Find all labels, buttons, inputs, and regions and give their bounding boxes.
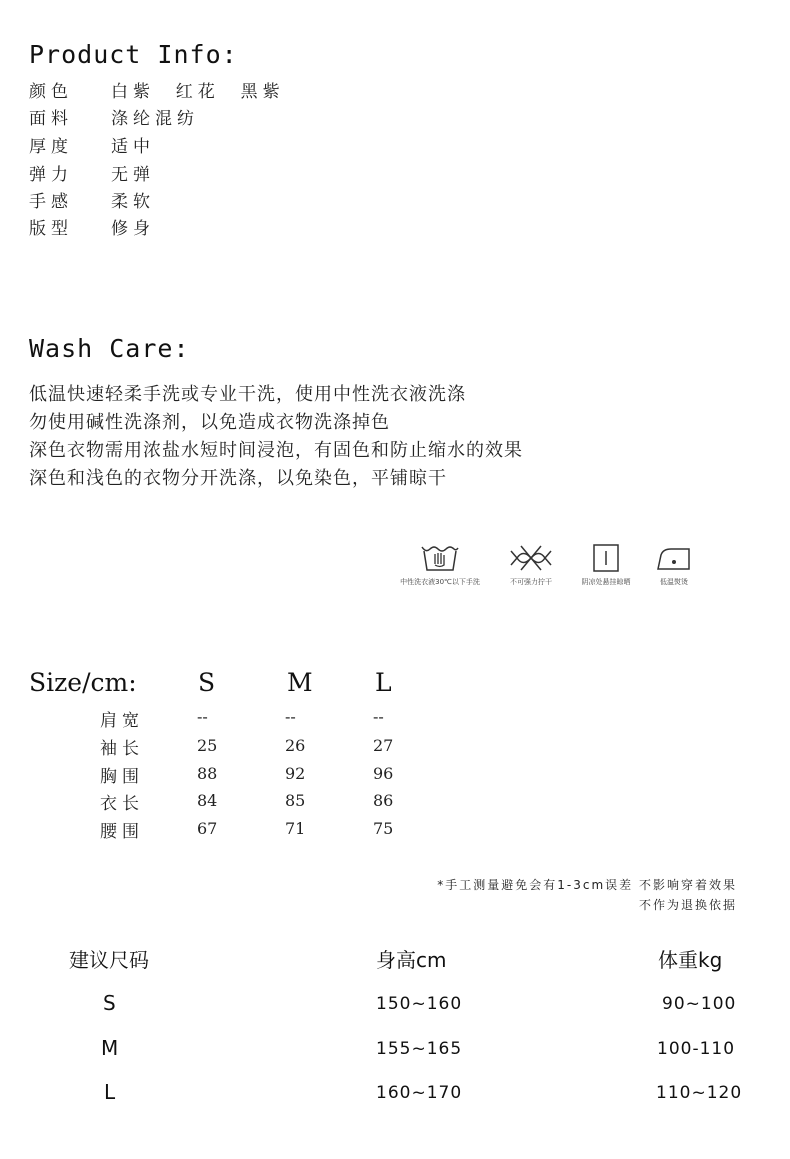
size-cell: 27 [373, 736, 394, 755]
info-row-feel [29, 187, 155, 212]
care-item-low-iron [648, 543, 700, 587]
size-cell: 86 [373, 791, 394, 810]
size-cell: 92 [285, 764, 306, 783]
care-item-no-wring [498, 543, 564, 587]
care-caption: 低温熨烫 [660, 578, 688, 586]
low-iron-icon [655, 543, 693, 573]
info-row-color [29, 77, 285, 102]
size-cell: -- [197, 707, 208, 726]
info-label: 厚度 [29, 137, 73, 157]
size-cell: 26 [285, 736, 306, 755]
size-note-line1: *手工测量避免会有1-3cm误差 不影响穿着效果 [437, 878, 737, 892]
size-note-line2: 不作为退换依据 [638, 898, 737, 912]
wash-line: 深色和浅色的衣物分开洗涤，以免染色，平铺晾干 [29, 468, 447, 489]
size-cell: 25 [197, 736, 218, 755]
size-cell: 85 [285, 791, 306, 810]
info-value: 适中 [111, 137, 155, 157]
care-item-hand-wash [388, 543, 492, 587]
size-cell: 75 [373, 819, 394, 838]
size-row-label: 袖长 [100, 739, 144, 759]
info-row-fit [29, 214, 155, 239]
size-col-m: M [287, 668, 313, 697]
info-label: 版型 [29, 219, 73, 239]
size-cell: -- [285, 707, 296, 726]
info-value: 涤纶混纺 [111, 109, 199, 129]
rec-size: S [103, 991, 116, 1015]
size-col-s: S [198, 668, 216, 697]
rec-height: 150~160 [376, 994, 463, 1014]
size-cell: 84 [197, 791, 218, 810]
size-row-label: 胸围 [100, 767, 144, 787]
rec-header-weight: 体重kg [658, 948, 723, 972]
size-row-label: 肩宽 [100, 711, 144, 731]
wash-care-title: Wash Care: [29, 334, 190, 363]
hand-wash-30-icon [418, 543, 462, 573]
size-row-label: 衣长 [100, 794, 144, 814]
rec-size: L [104, 1080, 116, 1104]
hang-dry-shade-icon [591, 543, 621, 573]
size-col-l: L [375, 668, 392, 697]
info-label: 面料 [29, 109, 73, 129]
size-cell: 96 [373, 764, 394, 783]
rec-header-height: 身高cm [376, 948, 447, 972]
wash-line: 低温快速轻柔手洗或专业干洗，使用中性洗衣液洗涤 [29, 384, 466, 405]
info-row-elasticity [29, 160, 155, 185]
product-info-title: Product Info: [29, 40, 238, 69]
size-cell: 67 [197, 819, 218, 838]
size-row-label: 腰围 [100, 822, 144, 842]
info-label: 弹力 [29, 165, 73, 185]
rec-weight: 100-110 [657, 1039, 736, 1059]
care-caption: 阴凉处悬挂晾晒 [581, 578, 631, 586]
care-caption: 不可强力拧干 [510, 578, 552, 586]
info-value: 修身 [111, 219, 155, 239]
size-cell: -- [373, 707, 384, 726]
care-caption: 中性洗衣液30℃以下手洗 [400, 578, 480, 586]
info-value: 柔软 [111, 192, 155, 212]
rec-size: M [101, 1036, 119, 1060]
rec-weight: 110~120 [656, 1083, 743, 1103]
size-cell: 88 [197, 764, 218, 783]
info-label: 颜色 [29, 82, 73, 102]
rec-header-size: 建议尺码 [69, 948, 149, 972]
size-cell: 71 [285, 819, 306, 838]
no-wring-icon [507, 543, 555, 573]
size-title: Size/cm: [29, 668, 137, 697]
info-value: 白紫 红花 黑紫 [111, 82, 285, 102]
wash-line: 勿使用碱性洗涤剂，以免造成衣物洗涤掉色 [29, 412, 390, 433]
rec-weight: 90~100 [662, 994, 737, 1014]
info-row-thickness [29, 132, 155, 157]
info-row-fabric [29, 104, 199, 129]
care-item-hang-dry [572, 543, 640, 587]
wash-line: 深色衣物需用浓盐水短时间浸泡，有固色和防止缩水的效果 [29, 440, 523, 461]
info-label: 手感 [29, 192, 73, 212]
rec-height: 160~170 [376, 1083, 463, 1103]
info-value: 无弹 [111, 165, 155, 185]
rec-height: 155~165 [376, 1039, 463, 1059]
